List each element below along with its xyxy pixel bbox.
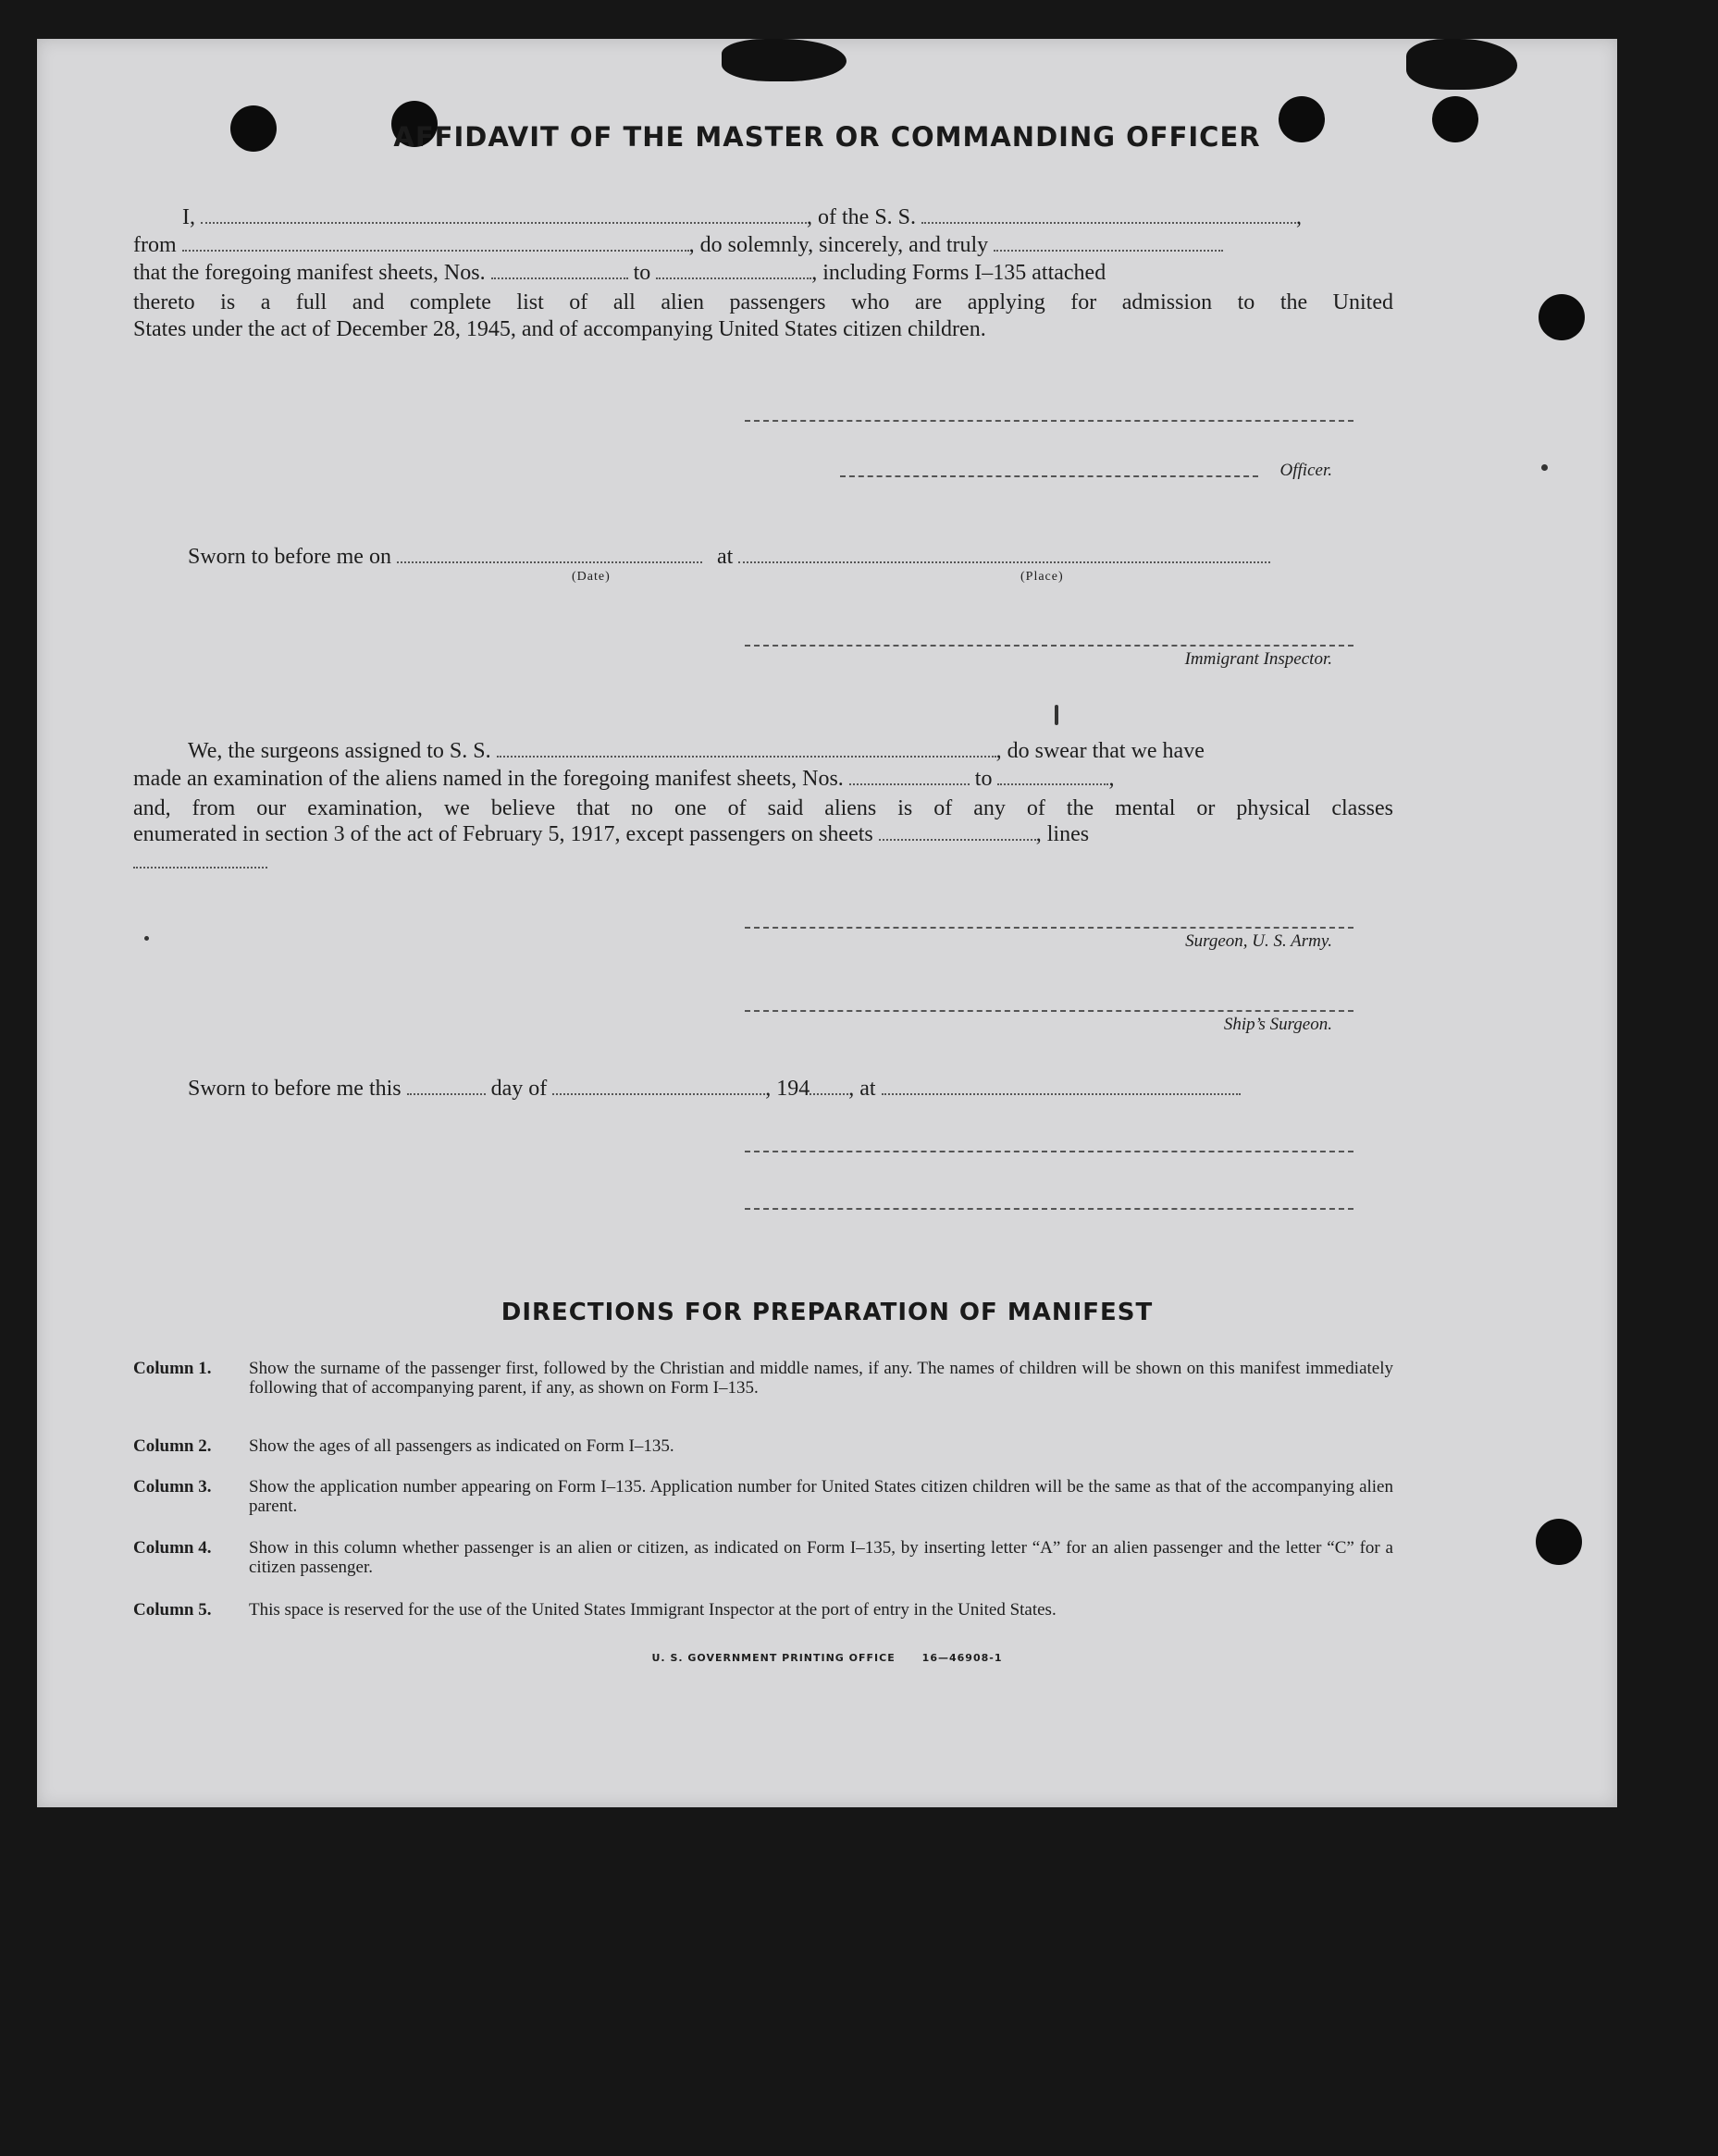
directions-title: DIRECTIONS FOR PREPARATION OF MANIFEST [501, 1299, 1154, 1326]
surgeon-sheets-from-field[interactable] [849, 767, 970, 785]
affidavit-line-4: thereto is a full and complete list of all alien passengers who are applying for admission to the United [133, 290, 1393, 314]
affidavit-line-3: that the foregoing manifest sheets, Nos. to , including Forms I–135 attached [133, 261, 1106, 285]
signature-line[interactable] [745, 1208, 1353, 1210]
army-surgeon-label: Surgeon, U. S. Army. [1185, 931, 1332, 951]
direction-column-2: Column 2. Show the ages of all passengers as indicated on Form I–135. [133, 1436, 674, 1456]
army-surgeon-signature-line[interactable] [745, 927, 1353, 929]
sworn-day-field[interactable] [407, 1077, 486, 1095]
date-caption: (Date) [572, 570, 611, 584]
sheets-to-field[interactable] [656, 261, 811, 279]
sworn-place-field-2[interactable] [882, 1077, 1241, 1095]
sworn-date-field[interactable] [397, 545, 702, 563]
ink-speck [1541, 464, 1548, 471]
affidavit-line-5: States under the act of December 28, 1945, and of accompanying United States citizen children. [133, 317, 986, 341]
signature-line[interactable] [840, 475, 1258, 477]
direction-column-3: Column 3. Show the application number appearing on Form I–135. Application number for United States citizen children will be the same as that of the accompanying alien parent. [133, 1477, 1393, 1516]
sworn-place-field[interactable] [738, 545, 1270, 563]
form-page [37, 39, 1617, 1807]
surgeons-line-4: enumerated in section 3 of the act of February 5, 1917, except passengers on sheets , lines [133, 822, 1090, 846]
signature-line[interactable] [745, 1151, 1353, 1152]
ink-blot [1406, 39, 1517, 90]
ship-surgeon-label: Ship’s Surgeon. [1223, 1015, 1332, 1034]
ship-surgeon-signature-line[interactable] [745, 1010, 1353, 1012]
inspector-label: Immigrant Inspector. [1184, 649, 1332, 669]
ink-speck [1055, 705, 1058, 725]
affidavit-line-1: I, , of the S. S. , [182, 205, 1303, 229]
punch-hole [1536, 1519, 1582, 1565]
sworn-month-field[interactable] [552, 1077, 765, 1095]
signature-line[interactable] [745, 420, 1353, 422]
surgeon-sheets-to-field[interactable] [997, 767, 1108, 785]
surgeon-ship-field[interactable] [497, 739, 996, 758]
sworn-line-2: Sworn to before me this day of , 194 , at [188, 1077, 1393, 1102]
surgeons-line-3: and, from our examination, we believe that no one of said aliens is of any of the mental or physical classes [133, 796, 1393, 820]
affidavit-title: AFFIDAVIT OF THE MASTER OR COMMANDING OFFICER [393, 121, 1261, 153]
ship-name-field[interactable] [921, 205, 1296, 224]
direction-column-1: Column 1. Show the surname of the passenger first, followed by the Christian and middle names, if any. The names of children will be shown on this manifest immediately following that of accompanying parent, if any, as shown on Form I–135. [133, 1359, 1393, 1398]
inspector-signature-line[interactable] [745, 645, 1353, 647]
ink-blot [722, 39, 847, 81]
oath-field[interactable] [994, 233, 1223, 252]
officer-label: Officer. [1279, 461, 1332, 480]
surgeons-line-2: made an examination of the aliens named in the foregoing manifest sheets, Nos. to , [133, 767, 1115, 791]
sworn-line-1: Sworn to before me on at [188, 545, 1393, 570]
direction-column-4: Column 4. Show in this column whether passenger is an alien or citizen, as indicated on Form I–135, by inserting letter “A” for an alien passenger and the letter “C” for a citizen passenger. [133, 1538, 1393, 1577]
affidavit-line-2: from , do solemnly, sincerely, and truly [133, 233, 1393, 258]
port-from-field[interactable] [182, 233, 689, 252]
place-caption: (Place) [1020, 570, 1064, 584]
surgeons-line-1: We, the surgeons assigned to S. S. , do swear that we have [188, 739, 1205, 763]
except-lines-field[interactable] [133, 850, 267, 869]
officer-name-field[interactable] [201, 205, 807, 224]
printing-office-imprint: U. S. GOVERNMENT PRINTING OFFICE 16—46908-1 [651, 1652, 1003, 1664]
sheets-from-field[interactable] [491, 261, 628, 279]
except-sheets-field[interactable] [879, 822, 1036, 841]
direction-column-5: Column 5. This space is reserved for the use of the United States Immigrant Inspector at the port of entry in the United States. [133, 1600, 1057, 1620]
punch-hole [1539, 294, 1585, 340]
sworn-year-field[interactable] [810, 1077, 848, 1095]
ink-speck [144, 936, 149, 941]
surgeons-line-5 [133, 850, 267, 875]
